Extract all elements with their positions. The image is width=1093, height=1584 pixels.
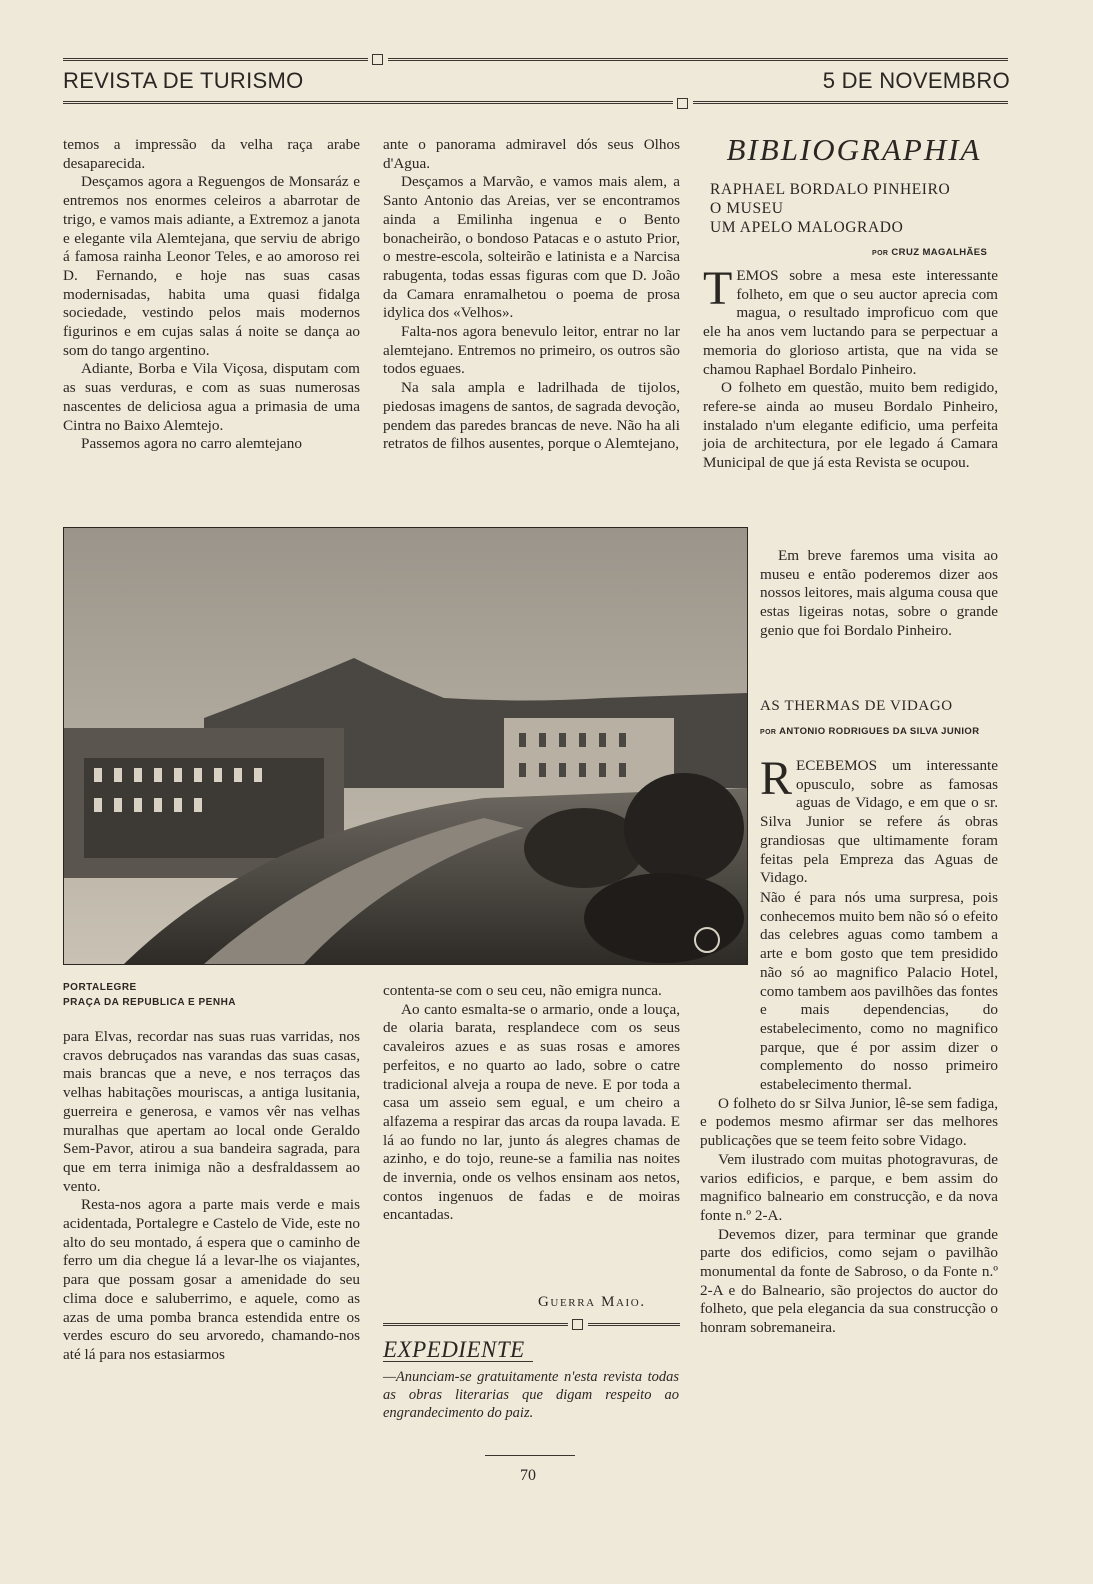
paragraph-text: ECEBEMOS um interessante opusculo, sobre as famosas aguas de Vidago, e em que o sr. Silva Junior se refere ás obras grandiosas que ultimamente foram feitas pela Empreza das Aguas de Vidago. <box>760 757 998 887</box>
paragraph: Desçamos agora a Reguengos de Monsaráz e entremos nos enormes celeiros a abarrotar de trigo, e vamos mais adiante, a Extremoz a janota e elegante vila Alemtejana, que serviu de abrigo á famosa rainha Leonor Teles, e ao amoroso rei D. Fernando, e hoje nas suas casas modernisadas, habita uma quasi fidalga sociedade, vestindo pelos mais modernos figurinos e em cujas salas á noite se dança ao som do tango argentino. <box>63 173 360 359</box>
photo-illustration <box>64 528 747 964</box>
caption-line: PRAÇA DA REPUBLICA E PENHA <box>63 997 237 1008</box>
header-ornament <box>372 54 383 65</box>
paragraph: para Elvas, recordar nas suas ruas varridas, nos cravos debruçados nas varandas das suas casas, mais brancas que a neve, e nos terraços das velhas habitações mouriscas, a antiga lusitania, guerreira e generosa, e vamos vêr nas velhas muralhas que apertam ao local onde Geraldo Sem-Pavor, atirou a sua bandeira sagrada, para que em terra inimiga não a desfraldassem ao vento. <box>63 1028 360 1195</box>
header-bottom-rule-left <box>63 101 673 104</box>
photo-caption <box>63 980 236 1010</box>
byline <box>760 726 979 737</box>
portalegre-photograph <box>63 527 748 965</box>
byline <box>872 247 987 258</box>
header-top-rule-left <box>63 58 368 61</box>
heading-line: UM APELO MALOGRADO <box>710 219 904 236</box>
paragraph: O folheto em questão, muito bem redigido, refere-se ainda ao museu Bordalo Pinheiro, instalado n'um elegante edificio, uma perfeita joia de architectura, por ele legado á Camara Municipal de que já esta Revista se ocupou. <box>703 379 998 472</box>
header-ornament <box>677 98 688 109</box>
paragraph: contenta-se com o seu ceu, não emigra nunca. <box>383 982 662 999</box>
author-signature: Guerra Maio. <box>538 1294 646 1310</box>
paragraph: O folheto do sr Silva Junior, lê-se sem fadiga, e podemos mesmo afirmar ser das melhores publicações que se teem feito sobre Vidago. <box>700 1094 998 1150</box>
paragraph: Falta-nos agora benevulo leitor, entrar no lar alemtejano. Entremos no primeiro, os outros são todos eguaes. <box>383 323 680 378</box>
expediente-notice: —Anunciam-se gratuitamente n'esta revista todas as obras literarias que digam respeito ao engrandecimento do paiz. <box>383 1369 679 1421</box>
heading-line: RAPHAEL BORDALO PINHEIRO <box>710 181 951 198</box>
paragraph: Ao canto esmalta-se o armario, onde a louça, de olaria barata, resplandece com os seus cavaleiros azues e as suas rosas e amores perfeitos, e no quarto ao lado, sobre o catre tradicional alveja a roupa de neve. E por toda a casa um asseio sem egual, e um cheiro a alfazema a respirar das arcas da roupa lavada. E lá ao fundo no lar, junto ás alegres chamas de azinho, e do tojo, reune-se a familia nas noites de invernia, onde os velhos ensinam aos netos, contos ingenuos de fadas e de moiras encantadas. <box>383 1000 680 1224</box>
paragraph: Na sala ampla e ladrilhada de tijolos, piedosas imagens de santos, de sagrada devoção, pendem das paredes brancas de neve. Não ha ali retratos de filhos ausentes, porque o Alemtejano, <box>383 379 680 453</box>
paragraph <box>760 752 998 888</box>
issue-date: 5 DE NOVEMBRO <box>822 68 1010 93</box>
paragraph-text: EMOS sobre a mesa este interessante folheto, em que o seu auctor aprecia com magua, o resultado improficuo com que ele ha anos vem luctando para se perpectuar a memoria do glorioso artista, que na vida se chamou Raphael Bordalo Pinheiro. <box>703 267 998 378</box>
paragraph: Em breve faremos uma visita ao museu e então poderemos dizer aos nossos leitores, mais alguma cousa que estas ligeiras notas, sobre o grande genio que foi Bordalo Pinheiro. <box>760 547 998 639</box>
byline-prefix: POR <box>760 729 777 736</box>
divider-rule <box>383 1361 533 1362</box>
column-3-article-1 <box>703 262 998 473</box>
byline-author: ANTONIO RODRIGUES DA SILVA JUNIOR <box>779 726 980 737</box>
column-3-article-1-cont <box>760 547 998 641</box>
paragraph: Desçamos a Marvão, e vamos mais alem, a Santo Antonio das Areias, ver se encontramos ainda a Emilinha ingenua e o Bento bonacheirão, o bondoso Patacas e o astuto Prior, o mestre-escola, solteirão e latinista e a Narcisa rabugenta, todas essas figuras com que D. João da Camara enramalhetou o poema de prosa idylica dos «Velhos». <box>383 173 680 322</box>
heading-line: O MUSEU <box>710 200 784 217</box>
article-heading: AS THERMAS DE VIDAGO <box>760 698 953 714</box>
paragraph: ante o panorama admiravel dós seus Olhos d'Agua. <box>383 136 680 172</box>
section-title-bibliographia: BIBLIOGRAPHIA <box>726 132 982 167</box>
column-1-top <box>63 136 360 454</box>
drop-cap: T <box>703 262 733 315</box>
paragraph: Adiante, Borba e Vila Viçosa, disputam com as suas verduras, e com as suas numerosas nascentes de deliciosa agua a primasia de uma Cintra no Baixo Alemtejo. <box>63 360 360 434</box>
byline-author: CRUZ MAGALHÃES <box>891 247 988 258</box>
header-bottom-rule-right <box>693 101 1008 104</box>
paragraph: temos a impressão da velha raça arabe desaparecida. <box>63 136 360 172</box>
drop-cap: R <box>760 752 793 805</box>
magazine-title: REVISTA DE TURISMO <box>63 68 304 93</box>
divider-rule <box>588 1323 680 1326</box>
paragraph <box>703 262 998 379</box>
section-title-expediente: EXPEDIENTE <box>383 1337 525 1362</box>
paragraph: Não é para nós uma surpresa, pois conhecemos muito bem não só o efeito das celebres aguas como tambem a arte e bom gosto que tem presidido não só ao magnifico Palacio Hotel, como tambem aos pavilhões das fontes e mais dependencias, do estabelecimento, como no magnifico parque, que é por assim dizer o complemento do nosso primeiro estabelecimento thermal. <box>760 889 998 1094</box>
paragraph: Devemos dizer, para terminar que grande parte dos edificios, como sejam o pavilhão monumental da fonte de Sabroso, o da Fonte n.º 2-A e do Balneario, são projectos do auctor do folheto, que pela elegancia da sua construcção o honram sobremaneira. <box>700 1225 998 1337</box>
header-top-rule-right <box>388 58 1008 61</box>
paragraph: Resta-nos agora a parte mais verde e mais acidentada, Portalegre e Castelo de Vide, este no alto do seu montado, á espera que o caminho de ferro um dia chegue lá a levar-lhe os viajantes, para que possam gosar a amenidade do seu clima doce e saluberrimo, e aquele, como as azas de uma pomba branca estendida entre os verdes escuro do seu arvoredo, chamando-nos até lá para nos estasiarmos <box>63 1196 360 1363</box>
column-1-bottom <box>63 1028 360 1365</box>
page-number: 70 <box>520 1467 536 1484</box>
byline-prefix: POR <box>872 250 889 257</box>
column-2-bottom <box>383 982 680 1225</box>
column-3-article-2 <box>760 752 998 888</box>
divider-ornament <box>572 1319 583 1330</box>
paragraph: Vem ilustrado com muitas photogravuras, de varios edificios, e parque, e bem assim do magnifico balneario em construcção, e da nova fonte n.º 2-A. <box>700 1150 998 1224</box>
article-heading <box>710 180 1010 237</box>
footer-rule <box>485 1455 575 1456</box>
divider-rule <box>383 1323 568 1326</box>
caption-line: PORTALEGRE <box>63 982 137 993</box>
column-2-top <box>383 136 680 454</box>
paragraph: Passemos agora no carro alemtejano <box>81 435 302 453</box>
